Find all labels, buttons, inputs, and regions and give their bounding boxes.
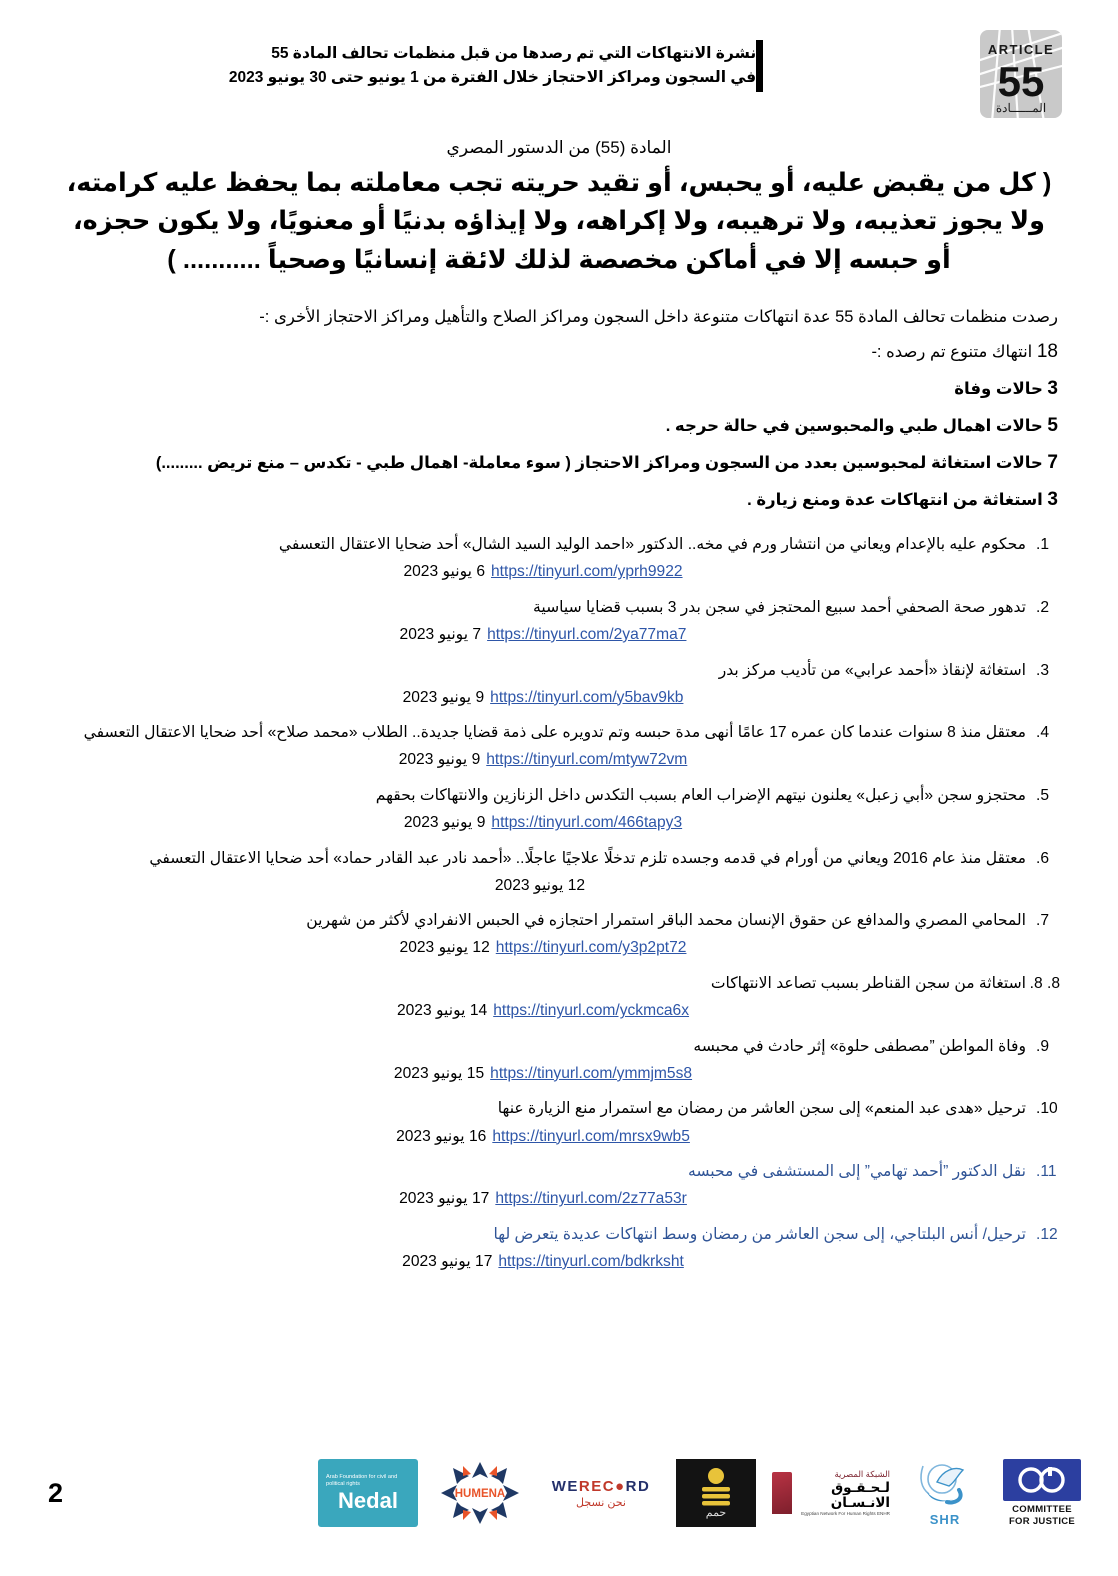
summary-stat-count: 7 xyxy=(1047,452,1058,474)
summary-stat-text: حالات اهمال طبي والمحبوسين في حالة حرجه . xyxy=(665,417,1048,436)
logo-committee-for-justice xyxy=(1000,1457,1084,1529)
violation-item xyxy=(60,1159,1060,1213)
violation-body xyxy=(60,971,1026,1025)
violation-number: 3. xyxy=(1036,661,1050,679)
summary-stat-count: 18 xyxy=(1036,340,1058,362)
violation-body xyxy=(60,846,1026,900)
constitution-reference: المادة (55) من الدستور المصري xyxy=(446,138,672,157)
page-footer xyxy=(0,1438,1118,1548)
violation-date: 9 يونيو 2023 xyxy=(403,814,486,832)
violation-date: 12 يونيو 2023 xyxy=(399,939,490,957)
logo-werecord xyxy=(542,1457,660,1529)
summary-stat-text: استغاثة من انتهاكات عدة ومنع زيارة . xyxy=(747,491,1048,510)
violations-list xyxy=(0,518,1118,1275)
violation-number: 4. xyxy=(1036,724,1050,742)
summary-stat-text: انتهاك متنوع تم رصده :- xyxy=(871,342,1037,361)
summary-stat-row xyxy=(54,333,1058,370)
violation-date: 17 يونيو 2023 xyxy=(402,1252,493,1270)
shr-label: SHR xyxy=(929,1511,961,1527)
violation-number: 9. xyxy=(1036,1037,1050,1055)
svg-text:ARTICLE: ARTICLE xyxy=(987,42,1055,57)
header-divider-bar xyxy=(756,40,763,92)
violation-meta xyxy=(60,1249,1026,1276)
violation-item xyxy=(60,783,1060,837)
violation-item xyxy=(60,532,1060,586)
violation-source-link[interactable]: https://tinyurl.com/2ya77ma7 xyxy=(487,626,687,644)
violation-title: تدهور صحة الصحفي أحمد سبيع المحتجز في سجن بدر 3 بسبب قضايا سياسية xyxy=(533,598,1026,616)
violation-number: 7. xyxy=(1036,912,1050,930)
violation-number: 6. xyxy=(1036,849,1050,867)
violation-title: استغاثة لإنقاذ «أحمد عرابي» من تأديب مركز بدر xyxy=(718,661,1026,679)
article-55-logo xyxy=(966,26,1078,122)
violation-item xyxy=(60,1034,1060,1088)
violation-number: 2. xyxy=(1036,598,1050,616)
werecord-label-en: WEREC●RD xyxy=(551,1477,651,1495)
cfj-mark-icon xyxy=(1003,1459,1081,1501)
header-title-line-1: نشرة الانتهاكات التي تم رصدها من قبل منظمات تحالف المادة 55 xyxy=(271,44,757,62)
violation-number: 5. xyxy=(1036,786,1050,804)
quote-line-3: أو حبسه إلا في أماكن مخصصة لذلك لائقة إنسانيًا وصحياً ........... ) xyxy=(167,245,951,274)
violation-item xyxy=(60,971,1060,1025)
violation-meta xyxy=(60,935,1026,962)
violation-source-link[interactable]: https://tinyurl.com/yckmca6x xyxy=(493,1002,690,1020)
violation-body xyxy=(60,783,1026,837)
summary-stat-count: 3 xyxy=(1047,489,1058,511)
cfj-label-line-1: COMMITTEE xyxy=(1012,1503,1072,1515)
violation-title: ترحيل «هدى عبد المنعم» إلى سجن العاشر من رمضان مع استمرار منع الزيارة عنها xyxy=(497,1100,1026,1118)
violation-body xyxy=(60,908,1026,962)
violation-date: 14 يونيو 2023 xyxy=(396,1002,488,1020)
violation-body xyxy=(60,532,1026,586)
violation-source-link[interactable]: https://tinyurl.com/mrsx9wb5 xyxy=(492,1127,690,1145)
svg-text:55: 55 xyxy=(997,58,1045,105)
violation-meta xyxy=(60,810,1026,837)
violation-item xyxy=(60,846,1060,900)
violation-number: 8. 8. xyxy=(1029,974,1060,992)
violation-source-link[interactable]: https://tinyurl.com/y3p2pt72 xyxy=(495,939,687,957)
violation-source-link[interactable]: https://tinyurl.com/ymmjm5s8 xyxy=(490,1064,693,1082)
violation-number: 1. xyxy=(1036,536,1050,554)
violation-item xyxy=(60,720,1060,774)
violation-meta xyxy=(60,622,1026,649)
violation-meta xyxy=(60,559,1026,586)
header-title-block xyxy=(229,26,777,92)
violation-meta xyxy=(60,873,1026,900)
violation-item xyxy=(60,595,1060,649)
logo-nedal xyxy=(318,1459,418,1527)
violation-date: 9 يونيو 2023 xyxy=(402,688,485,706)
hemm-mark-icon xyxy=(687,1464,745,1522)
violation-body xyxy=(60,720,1026,774)
violation-number: 11. xyxy=(1036,1163,1057,1181)
violation-date: 6 يونيو 2023 xyxy=(403,563,485,581)
violation-body xyxy=(60,658,1026,712)
summary-stat-count: 5 xyxy=(1047,415,1058,437)
enhr-label-line-2: لـحـقـوق الانـسـان xyxy=(830,1479,890,1511)
quote-line-1: ( كل من يقبض عليه، أو يحبس، أو تقيد حريته تجب معاملته بما يحفظ عليه كرامته، xyxy=(66,169,1052,197)
violation-title: محكوم عليه بالإعدام ويعاني من انتشار ورم في مخه.. الدكتور «احمد الوليد السيد الشال» أحد ضحايا الاعتقال التعسفي xyxy=(278,536,1026,554)
violation-date: 12 يونيو 2023 xyxy=(494,876,586,894)
violation-meta xyxy=(60,747,1026,774)
enhr-label-line-1: الشبكة المصرية xyxy=(834,1468,890,1479)
violation-source-link[interactable]: https://tinyurl.com/466tapy3 xyxy=(491,814,683,832)
violation-meta xyxy=(60,685,1026,712)
violation-title: وفاة المواطن ”مصطفى حلوة» إثر حادث في محبسه xyxy=(693,1037,1026,1055)
violation-body xyxy=(60,595,1026,649)
violation-source-link[interactable]: https://tinyurl.com/y5bav9kb xyxy=(490,688,684,706)
violation-date: 16 يونيو 2023 xyxy=(396,1127,487,1145)
shr-dove-icon xyxy=(915,1460,975,1506)
violation-meta xyxy=(60,1124,1026,1151)
violation-source-link[interactable]: https://tinyurl.com/yprh9922 xyxy=(491,563,683,581)
page-header xyxy=(0,0,1118,130)
violation-meta xyxy=(60,998,1026,1025)
violation-title: نقل الدكتور ”أحمد تهامي” إلى المستشفى في محبسه xyxy=(688,1163,1026,1181)
nedal-label-en-sub: Arab Foundation for civil and political rights xyxy=(326,1473,398,1487)
violation-number: 12. xyxy=(1036,1225,1058,1243)
summary-stat-text: حالات استغاثة لمحبوسين بعدد من السجون ومراكز الاحتجاز ( سوء معاملة- اهمال طبي - تكدس – منع تريض .........) xyxy=(155,454,1048,473)
violation-item xyxy=(60,908,1060,962)
violation-body xyxy=(60,1034,1026,1088)
violation-body xyxy=(60,1159,1026,1213)
violation-body xyxy=(60,1096,1026,1150)
svg-text:المــــــادة: المــــــادة xyxy=(995,101,1047,115)
humena-star-icon xyxy=(439,1460,521,1526)
logo-humena xyxy=(434,1457,526,1529)
summary-stat-row xyxy=(54,481,1058,518)
violation-title: معتقل منذ 8 سنوات عندما كان عمره 17 عامًا أنهى مدة حبسه وتم تدويره على ذمة قضايا جديدة.. الطلاب «محمد صلاح» أحد ضحايا الاعتقال التعسفي xyxy=(83,724,1026,742)
header-title-line-2: في السجون ومراكز الاحتجاز خلال الفترة من 1 يونيو حتى 30 يونيو 2023 xyxy=(228,69,757,86)
constitution-quote xyxy=(0,164,1118,279)
quote-line-2: ولا يجوز تعذيبه، ولا ترهيبه، ولا إكراهه، ولا إيذاؤه بدنيًا أو معنويًا، ولا يكون حجزه، xyxy=(72,207,1045,236)
logo-egyptian-network-human-rights xyxy=(772,1457,890,1529)
violation-source-link[interactable]: https://tinyurl.com/mtyw72vm xyxy=(486,751,688,769)
cfj-label-line-2: FOR JUSTICE xyxy=(1008,1515,1076,1527)
violation-title: ترحيل/ أنس البلتاجي، إلى سجن العاشر من رمضان وسط انتهاكات عديدة يتعرض لها xyxy=(493,1225,1026,1243)
summary-stat-row xyxy=(54,370,1058,407)
violation-date: 15 يونيو 2023 xyxy=(393,1064,485,1082)
enhr-flag-icon xyxy=(772,1472,792,1514)
violation-title: معتقل منذ عام 2016 ويعاني من أورام في قدمه وجسده تلزم تدخلًا علاجيًا عاجلًا.. «أحمد نادر عبد القادر حماد» أحد ضحايا الاعتقال التعسفي xyxy=(149,849,1026,867)
violation-item xyxy=(60,1096,1060,1150)
violation-meta xyxy=(60,1061,1026,1088)
svg-text:حمم: حمم xyxy=(705,1507,727,1519)
humena-wordmark: HUMENA xyxy=(454,1488,506,1500)
violation-body xyxy=(60,1222,1026,1276)
summary-intro: رصدت منظمات تحالف المادة 55 عدة انتهاكات متنوعة داخل السجون ومراكز الصلاح والتأهيل ومراكز الاحتجاز الأخرى :- xyxy=(259,307,1058,326)
violation-date: 9 يونيو 2023 xyxy=(398,751,481,769)
page-number: 2 xyxy=(48,1477,64,1508)
violation-item xyxy=(60,658,1060,712)
violation-item xyxy=(60,1222,1060,1276)
werecord-label-ar: نحن نسجل xyxy=(576,1496,626,1509)
violation-date: 7 يونيو 2023 xyxy=(399,626,482,644)
violation-title: محتجزو سجن «أبي زعبل» يعلنون نيتهم الإضراب العام بسبب التكدس داخل الزنازين والانتهاكات بحقهم xyxy=(375,786,1026,804)
enhr-label-line-3: Egyptian Network For Human Rights ENHR xyxy=(801,1510,890,1516)
violation-source-link[interactable]: https://tinyurl.com/bdkrksht xyxy=(498,1252,684,1270)
violation-title: استغاثة من سجن القناطر بسبب تصاعد الانتهاكات xyxy=(710,974,1026,992)
logo-hemm xyxy=(676,1459,756,1527)
nedal-wordmark: Nedal xyxy=(338,1488,398,1514)
violation-source-link[interactable]: https://tinyurl.com/2z77a53r xyxy=(495,1190,687,1208)
summary-stat-row xyxy=(54,444,1058,481)
summary-stats-list xyxy=(54,333,1058,518)
violation-title: المحامي المصري والمدافع عن حقوق الإنسان محمد الباقر استمرار احتجازه في الحبس الانفرادي لأكثر من شهرين xyxy=(306,912,1026,930)
summary-block xyxy=(0,301,1118,518)
violation-meta xyxy=(60,1186,1026,1213)
summary-stat-count: 3 xyxy=(1047,377,1058,399)
summary-stat-text: حالات وفاة xyxy=(954,379,1048,398)
summary-stat-row xyxy=(54,407,1058,444)
partner-logos xyxy=(63,1457,1084,1529)
violation-date: 17 يونيو 2023 xyxy=(399,1190,490,1208)
violation-number: 10. xyxy=(1036,1100,1058,1118)
logo-shr xyxy=(906,1457,984,1529)
